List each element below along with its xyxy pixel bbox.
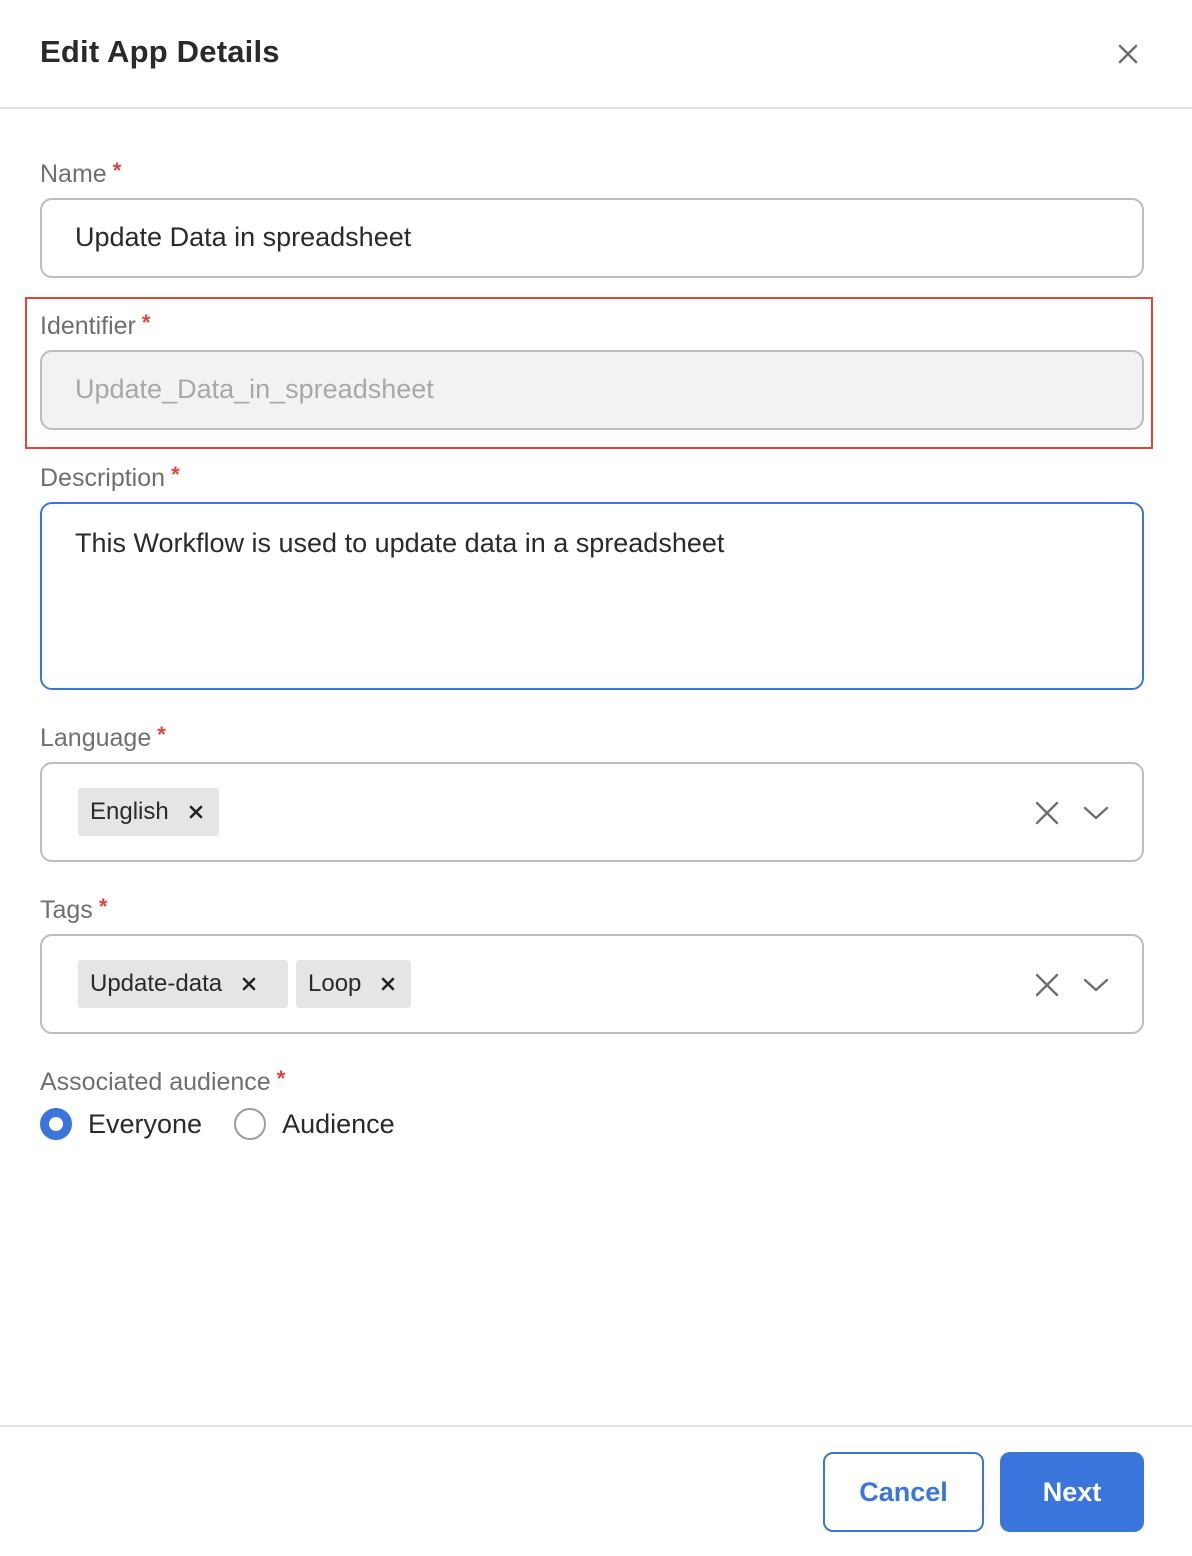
identifier-input-value: Update_Data_in_spreadsheet [75,374,434,404]
name-input[interactable] [40,198,1144,278]
tags-multiselect[interactable] [40,934,1144,1034]
name-label: Name * [40,158,122,188]
description-textarea-value: This Workflow is used to update data in a spreadsheet [75,528,725,558]
radio-everyone[interactable] [40,1108,72,1140]
radio-audience[interactable] [234,1108,266,1140]
clear-icon[interactable] [1035,801,1059,825]
language-chip [78,788,219,836]
tag-chip-label: Loop [308,970,362,997]
description-label: Description * [40,462,180,492]
audience-label: Associated audience * [40,1066,286,1096]
language-chip-label: English [90,798,169,825]
remove-chip-icon[interactable] [242,977,256,991]
footer-divider [0,1425,1192,1427]
audience-radio-group [40,1107,395,1141]
description-textarea[interactable] [40,502,1144,690]
chevron-down-icon[interactable] [1083,805,1109,821]
required-marker: * [171,462,180,487]
clear-icon[interactable] [1035,973,1059,997]
next-button[interactable]: Next [1000,1452,1144,1532]
required-marker: * [98,894,108,919]
required-marker: * [112,158,122,183]
name-input-value: Update Data in spreadsheet [75,222,412,252]
cancel-button[interactable]: Cancel [823,1452,984,1532]
dialog-title: Edit App Details [40,34,280,69]
language-label: Language * [40,722,166,752]
dialog-header [0,0,1192,109]
required-marker: * [141,310,151,335]
chevron-down-icon[interactable] [1083,977,1109,993]
radio-everyone-label[interactable]: Everyone [88,1108,203,1139]
required-marker: * [157,722,166,747]
radio-audience-label[interactable]: Audience [282,1108,395,1139]
tags-label: Tags * [40,894,108,924]
remove-chip-icon[interactable] [381,977,395,991]
language-multiselect[interactable] [40,762,1144,862]
tag-chip [296,960,411,1008]
close-icon[interactable] [1112,38,1144,70]
identifier-input [40,350,1144,430]
required-marker: * [276,1066,286,1091]
tag-chip-label: Update-data [90,970,223,997]
tag-chip [78,960,288,1008]
identifier-label: Identifier * [40,310,151,340]
remove-chip-icon[interactable] [189,805,203,819]
